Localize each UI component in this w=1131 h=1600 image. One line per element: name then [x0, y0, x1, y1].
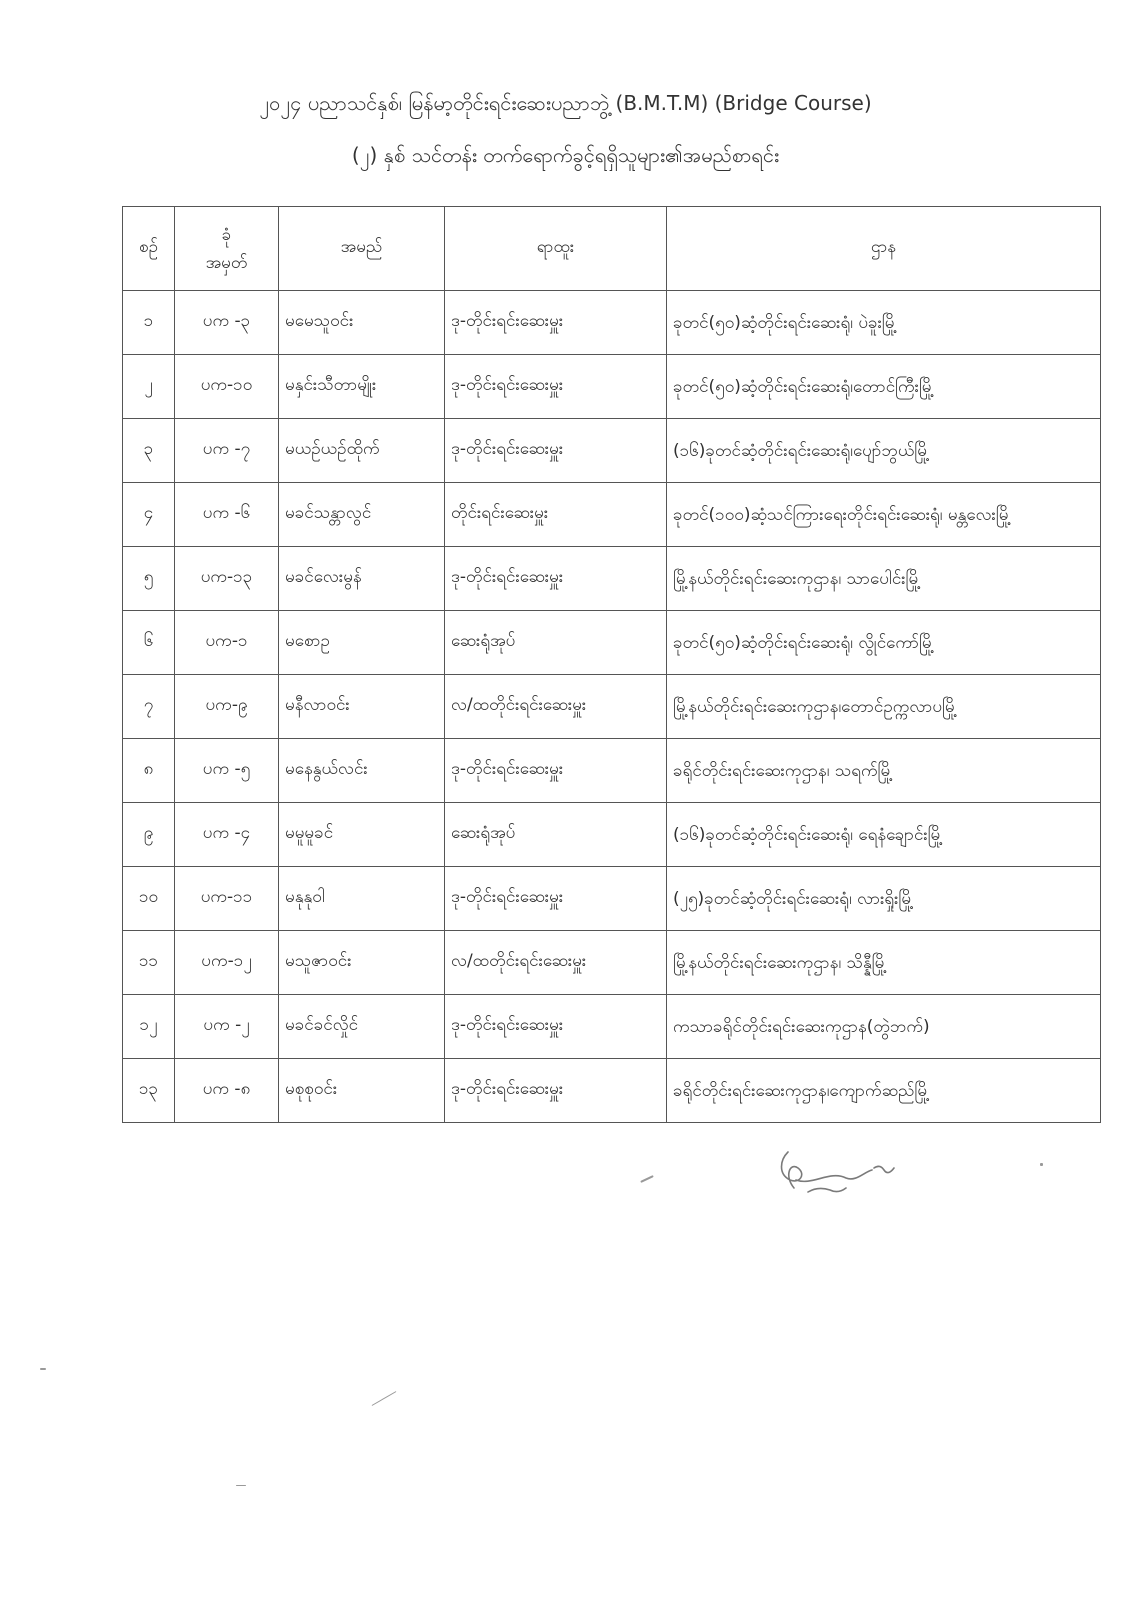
cell-roll-number: ပက-၁၁ [175, 867, 279, 931]
cell-roll-number: ပက -၂ [175, 995, 279, 1059]
cell-address: ခုတင်(၅၀)ဆံ့တိုင်းရင်းဆေးရုံ၊တောင်ကြီးမြို့ [667, 355, 1101, 419]
cell-address: မြို့နယ်တိုင်းရင်းဆေးကုဌာန၊ သာပေါင်းမြို့ [667, 547, 1101, 611]
cell-roll-number: ပက-၁၂ [175, 931, 279, 995]
cell-address: မြို့နယ်တိုင်းရင်းဆေးကုဌာန၊ သိန္နီမြို့ [667, 931, 1101, 995]
table-row [123, 1059, 1101, 1123]
cell-address: (၁၆)ခုတင်ဆံ့တိုင်းရင်းဆေးရုံ၊ပျော်ဘွယ်မြို့ [667, 419, 1101, 483]
table-row [123, 355, 1101, 419]
table-row [123, 867, 1101, 931]
cell-name: မခင်ခင်လှိုင် [279, 995, 445, 1059]
signature-mark [760, 1140, 940, 1210]
table-row [123, 675, 1101, 739]
table-row [123, 291, 1101, 355]
enrollment-table [122, 206, 1101, 1123]
cell-no: ၅ [123, 547, 175, 611]
cell-no: ၂ [123, 355, 175, 419]
cell-roll-number: ပက-၁၃ [175, 547, 279, 611]
cell-no: ၉ [123, 803, 175, 867]
cell-address: ခုတင်(၁၀၀)ဆံ့သင်ကြားရေးတိုင်းရင်းဆေးရုံ၊ မန္တလေးမြို့ [667, 483, 1101, 547]
table-row [123, 739, 1101, 803]
cell-no: ၁၁ [123, 931, 175, 995]
header-rank: ရာထူး [445, 207, 667, 291]
cell-roll-number: ပက -၃ [175, 291, 279, 355]
cell-name: မနှင်းသီတာမျိုး [279, 355, 445, 419]
cell-name: မသူဇာဝင်း [279, 931, 445, 995]
cell-no: ၁၀ [123, 867, 175, 931]
cell-rank: ဒု-တိုင်းရင်းဆေးမှူး [445, 995, 667, 1059]
header-no: စဉ် [123, 207, 175, 291]
header-name: အမည် [279, 207, 445, 291]
table-row [123, 547, 1101, 611]
cell-rank: ဒု-တိုင်းရင်းဆေးမှူး [445, 355, 667, 419]
cell-roll-number: ပက -၅ [175, 739, 279, 803]
cell-no: ၆ [123, 611, 175, 675]
cell-name: မနေနွယ်လင်း [279, 739, 445, 803]
cell-address: ကသာခရိုင်တိုင်းရင်းဆေးကုဌာန(တွဲဘက်) [667, 995, 1101, 1059]
cell-no: ၁ [123, 291, 175, 355]
cell-rank: ဆေးရုံအုပ် [445, 611, 667, 675]
cell-roll-number: ပက -၄ [175, 803, 279, 867]
cell-rank: လ/ထတိုင်းရင်းဆေးမှူး [445, 675, 667, 739]
table-header-row [123, 207, 1101, 291]
cell-rank: ဒု-တိုင်းရင်းဆေးမှူး [445, 867, 667, 931]
cell-address: ခရိုင်တိုင်းရင်းဆေးကုဌာန၊ သရက်မြို့ [667, 739, 1101, 803]
cell-rank: ဒု-တိုင်းရင်းဆေးမှူး [445, 1059, 667, 1123]
scan-speck [372, 1391, 397, 1406]
cell-no: ၃ [123, 419, 175, 483]
cell-name: မစောဥ [279, 611, 445, 675]
cell-name: မယဉ်ယဉ်ထိုက် [279, 419, 445, 483]
table-row [123, 483, 1101, 547]
cell-name: မနီလာဝင်း [279, 675, 445, 739]
cell-rank: ဒု-တိုင်းရင်းဆေးမှူး [445, 419, 667, 483]
scan-speck [640, 1175, 654, 1183]
cell-name: မခင်လေးမွန် [279, 547, 445, 611]
cell-name: မနုနုဝါ [279, 867, 445, 931]
scan-speck [40, 1368, 46, 1370]
table-body [123, 291, 1101, 1123]
cell-name: မခင်သန္တာလွင် [279, 483, 445, 547]
cell-no: ၄ [123, 483, 175, 547]
header-roll-top: ခုံ [221, 224, 232, 245]
cell-rank: ဒု-တိုင်းရင်းဆေးမှူး [445, 547, 667, 611]
cell-address: ခုတင်(၅၀)ဆံ့တိုင်းရင်းဆေးရုံ၊ ပဲခူးမြို့ [667, 291, 1101, 355]
table-row [123, 931, 1101, 995]
cell-no: ၁၂ [123, 995, 175, 1059]
cell-roll-number: ပက-၁၀ [175, 355, 279, 419]
cell-address: (၁၆)ခုတင်ဆံ့တိုင်းရင်းဆေးရုံ၊ ရေနံချောင်းမြို့ [667, 803, 1101, 867]
document-title: ၂၀၂၄ ပညာသင်နှစ်၊ မြန်မာ့တိုင်းရင်းဆေးပညာဘွဲ့ (B.M.T.M) (Bridge Course) [259, 91, 872, 115]
cell-roll-number: ပက -၆ [175, 483, 279, 547]
table-row [123, 995, 1101, 1059]
cell-rank: တိုင်းရင်းဆေးမှူး [445, 483, 667, 547]
scan-speck [1040, 1163, 1043, 1166]
scan-speck [236, 1485, 246, 1486]
header-address: ဌာန [667, 207, 1101, 291]
cell-no: ၁၃ [123, 1059, 175, 1123]
cell-name: မမေသူဝင်း [279, 291, 445, 355]
cell-no: ၈ [123, 739, 175, 803]
cell-rank: ဒု-တိုင်းရင်းဆေးမှူး [445, 739, 667, 803]
cell-rank: ဆေးရုံအုပ် [445, 803, 667, 867]
cell-no: ၇ [123, 675, 175, 739]
header-roll-bottom: အမှတ် [205, 252, 248, 273]
table-row [123, 419, 1101, 483]
cell-name: မစုစုဝင်း [279, 1059, 445, 1123]
cell-address: မြို့နယ်တိုင်းရင်းဆေးကုဌာန၊တောင်ဥက္ကလာပမြို့ [667, 675, 1101, 739]
document-subtitle: (၂) နှစ် သင်တန်း တက်ရောက်ခွင့်ရရှိသူများ၏အမည်စာရင်း [351, 143, 780, 167]
cell-roll-number: ပက-၉ [175, 675, 279, 739]
cell-name: မမူမူခင် [279, 803, 445, 867]
cell-roll-number: ပက-၁ [175, 611, 279, 675]
header-roll-number [175, 207, 279, 291]
cell-roll-number: ပက -၈ [175, 1059, 279, 1123]
cell-roll-number: ပက -၇ [175, 419, 279, 483]
cell-address: ခရိုင်တိုင်းရင်းဆေးကုဌာန၊ကျောက်ဆည်မြို့ [667, 1059, 1101, 1123]
cell-rank: ဒု-တိုင်းရင်းဆေးမှူး [445, 291, 667, 355]
cell-rank: လ/ထတိုင်းရင်းဆေးမှူး [445, 931, 667, 995]
cell-address: ခုတင်(၅၀)ဆံ့တိုင်းရင်းဆေးရုံ၊ လွိုင်ကော်မြို့ [667, 611, 1101, 675]
table-row [123, 803, 1101, 867]
cell-address: (၂၅)ခုတင်ဆံ့တိုင်းရင်းဆေးရုံ၊ လားရှိုးမြို့ [667, 867, 1101, 931]
table-row [123, 611, 1101, 675]
